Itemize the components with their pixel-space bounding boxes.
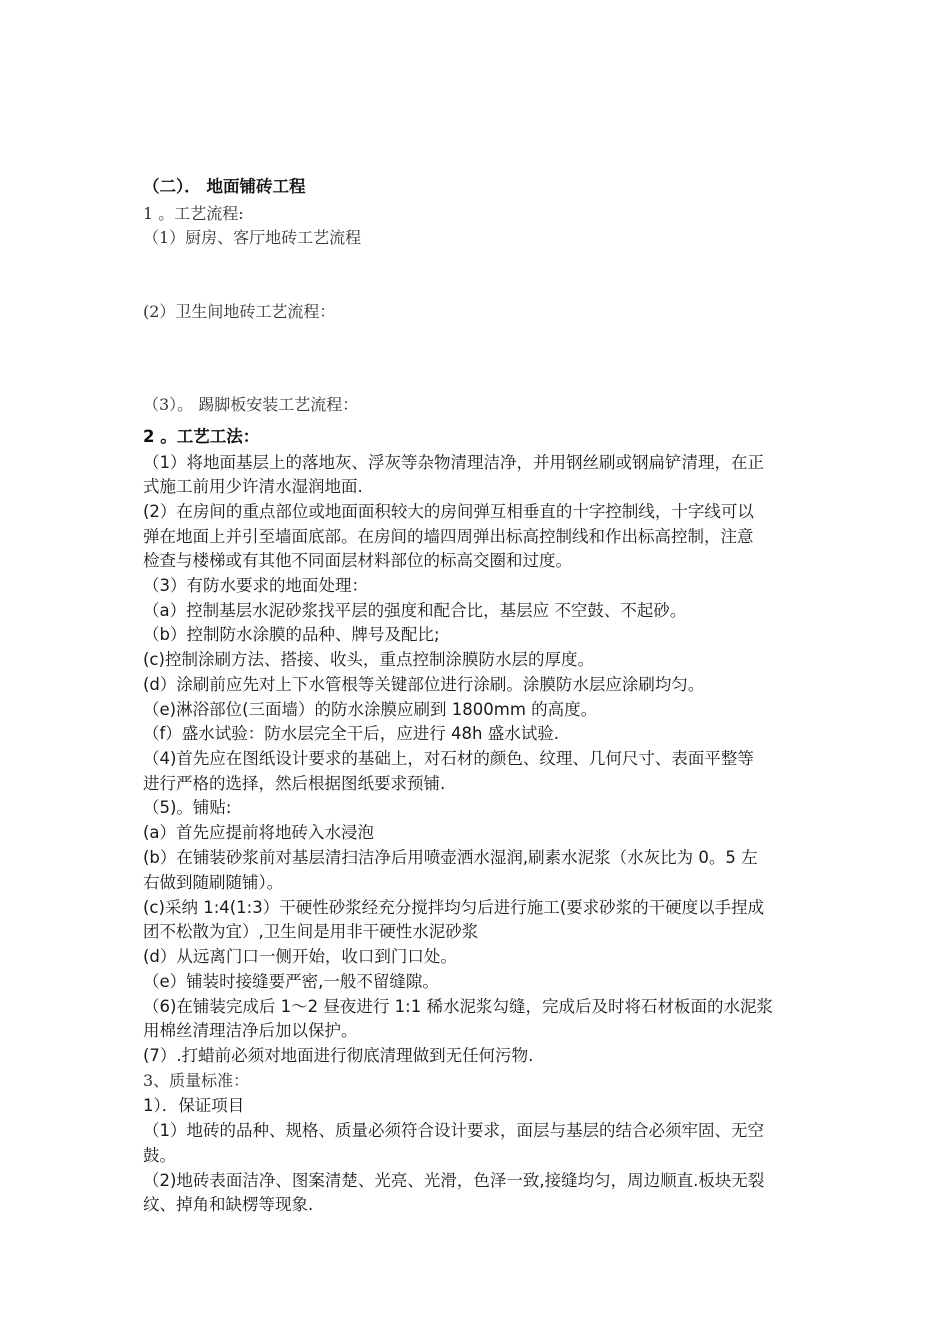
paragraph-1-line-1: （1）将地面基层上的落地灰、浮灰等杂物清理洁净，并用钢丝刷或钢扁铲清理，在正 bbox=[143, 453, 764, 472]
section-1-title: 1 。工艺流程: bbox=[143, 204, 244, 223]
paragraph-4-line-2: 进行严格的选择，然后根据图纸要求预铺. bbox=[143, 774, 446, 793]
paragraph-5b-line-2: 右做到随刷随铺）。 bbox=[143, 873, 284, 892]
paragraph-3e: （e)淋浴部位(三面墙）的防水涂膜应刷到 1800mm 的高度。 bbox=[143, 700, 598, 719]
section-3-item-1-1-line-1: （1）地砖的品种、规格、质量必须符合设计要求，面层与基层的结合必须牢固、无空 bbox=[143, 1121, 764, 1140]
paragraph-3a: （a）控制基层水泥砂浆找平层的强度和配合比，基层应 不空鼓、不起砂。 bbox=[143, 601, 687, 620]
paragraph-5a: (a）首先应提前将地砖入水浸泡 bbox=[143, 823, 375, 842]
paragraph-5d: (d）从远离门口一侧开始，收口到门口处。 bbox=[143, 947, 457, 966]
paragraph-5c-line-1: (c)采纳 1:4(1:3）干硬性砂浆经充分搅拌均匀后进行施工(要求砂浆的干硬度以手捏成 bbox=[143, 898, 765, 917]
process-item-1: （1）厨房、客厅地砖工艺流程 bbox=[143, 228, 362, 247]
paragraph-3d: (d）涂刷前应先对上下水管根等关键部位进行涂刷。涂膜防水层应涂刷均匀。 bbox=[143, 675, 705, 694]
section-2-title: 2 。工艺工法： bbox=[143, 427, 260, 446]
paragraph-5: （5)。铺贴: bbox=[143, 798, 232, 817]
paragraph-3: （3）有防水要求的地面处理： bbox=[143, 576, 368, 595]
paragraph-7: (7）.打蜡前必须对地面进行彻底清理做到无任何污物. bbox=[143, 1046, 534, 1065]
section-3-item-1-2-line-2: 纹、掉角和缺楞等现象. bbox=[143, 1195, 314, 1214]
process-item-3: （3）。 踢脚板安装工艺流程： bbox=[143, 395, 359, 414]
paragraph-5e: （e）铺装时接缝要严密,一般不留缝隙。 bbox=[143, 972, 439, 991]
paragraph-2-line-3: 检查与楼梯或有其他不同面层材料部位的标高交圈和过度。 bbox=[143, 551, 572, 570]
paragraph-5c-line-2: 团不松散为宜）,卫生间是用非干硬性水泥砂浆 bbox=[143, 922, 479, 941]
paragraph-2-line-1: (2）在房间的重点部位或地面面积较大的房间弹互相垂直的十字控制线，十字线可以 bbox=[143, 502, 754, 521]
paragraph-3b: （b）控制防水涂膜的品种、牌号及配比; bbox=[143, 625, 440, 644]
paragraph-6-line-1: （6)在铺装完成后 1～2 昼夜进行 1:1 稀水泥浆勾缝，完成后及时将石材板面的水泥浆 bbox=[143, 997, 773, 1016]
section-heading: （二）． 地面铺砖工程 bbox=[143, 177, 306, 196]
paragraph-3f: （f）盛水试验：防水层完全干后，应进行 48h 盛水试验. bbox=[143, 724, 559, 743]
paragraph-3c: (c)控制涂刷方法、搭接、收头，重点控制涂膜防水层的厚度。 bbox=[143, 650, 594, 669]
paragraph-1-line-2: 式施工前用少许清水湿润地面. bbox=[143, 477, 363, 496]
process-item-2: (2）卫生间地砖工艺流程： bbox=[143, 302, 336, 321]
section-3-title: 3、质量标准： bbox=[143, 1071, 250, 1090]
section-3-item-1-1-line-2: 鼓。 bbox=[143, 1146, 176, 1165]
section-3-item-1: 1）．保证项目 bbox=[143, 1096, 245, 1115]
paragraph-2-line-2: 弹在地面上并引至墙面底部。在房间的墙四周弹出标高控制线和作出标高控制，注意 bbox=[143, 527, 754, 546]
paragraph-6-line-2: 用棉丝清理洁净后加以保护。 bbox=[143, 1021, 358, 1040]
paragraph-5b-line-1: (b）在铺装砂浆前对基层清扫洁净后用喷壶洒水湿润,刷素水泥浆（水灰比为 0。5 左 bbox=[143, 848, 758, 867]
paragraph-4-line-1: （4)首先应在图纸设计要求的基础上，对石材的颜色、纹理、几何尺寸、表面平整等 bbox=[143, 749, 754, 768]
section-3-item-1-2-line-1: （2)地砖表面洁净、图案清楚、光亮、光滑，色泽一致,接缝均匀，周边顺直.板块无裂 bbox=[143, 1171, 765, 1190]
